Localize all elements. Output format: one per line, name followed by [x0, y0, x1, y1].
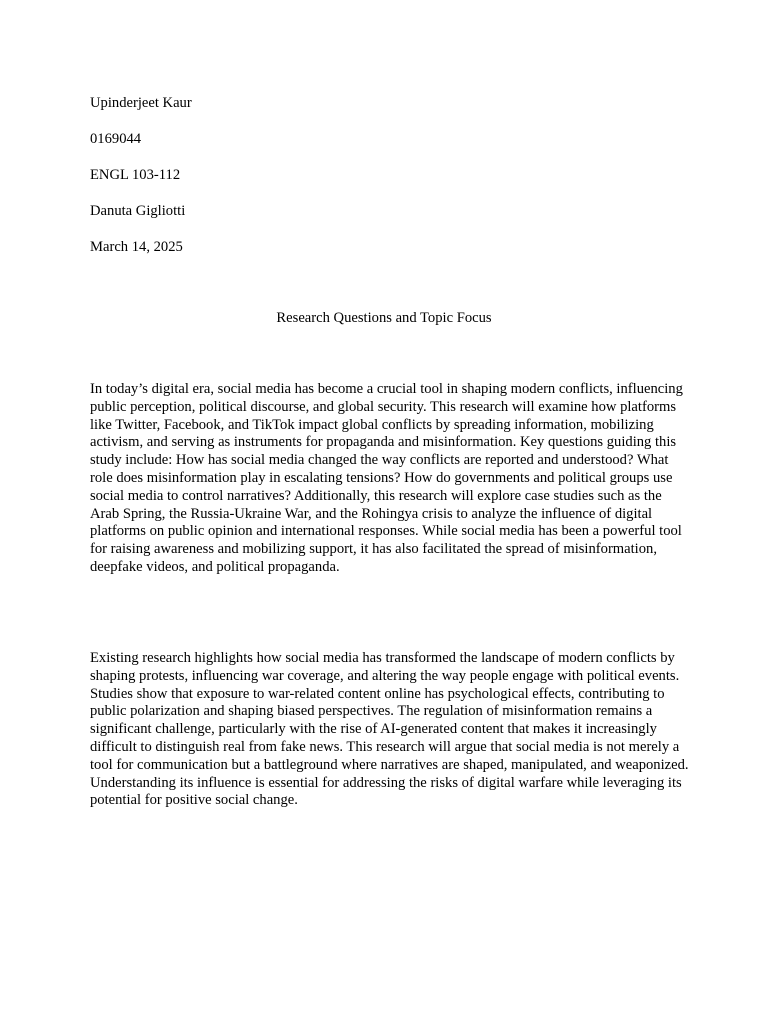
document-date: March 14, 2025 [90, 239, 183, 255]
student-id: 0169044 [90, 131, 142, 147]
course-code: ENGL 103-112 [90, 167, 181, 183]
document-title: Research Questions and Topic Focus [276, 310, 492, 326]
body-paragraph-1: In today’s digital era, social media has become a crucial tool in shaping modern conflicts, influencing public perception, political discourse, and global security. This research will examine how platforms like Twitter, Facebook, and TikTok impact global conflicts by spreading information, mobilizing activism, and serving as instruments for propaganda and misinformation. Key questions guiding this study include: How has social media changed the way conflicts are reported and understood? What role does misinformation play in escalating tensions? How do governments and political groups use social media to control narratives? Additionally, this research will explore case studies such as the Arab Spring, the Russia-Ukraine War, and the Rohingya crisis to analyze the influence of digital platforms on public opinion and international responses. While social media has been a powerful tool for raising awareness and mobilizing support, it has also facilitated the spread of misinformation, deepfake videos, and political propaganda. [90, 381, 683, 575]
author-name: Upinderjeet Kaur [90, 95, 192, 111]
instructor-name: Danuta Gigliotti [90, 203, 186, 219]
body-paragraph-2: Existing research highlights how social media has transformed the landscape of modern conflicts by shaping protests, influencing war coverage, and altering the way people engage with political events. Studies show that exposure to war-related content online has psychological effects, contributing to public polarization and shaping biased perspectives. The regulation of misinformation remains a significant challenge, particularly with the rise of AI-generated content that makes it increasingly difficult to distinguish real from fake news. This research will argue that social media is not merely a tool for communication but a battleground where narratives are shaped, manipulated, and weaponized. Understanding its influence is essential for addressing the risks of digital warfare while leveraging its potential for positive social change. [90, 650, 689, 809]
